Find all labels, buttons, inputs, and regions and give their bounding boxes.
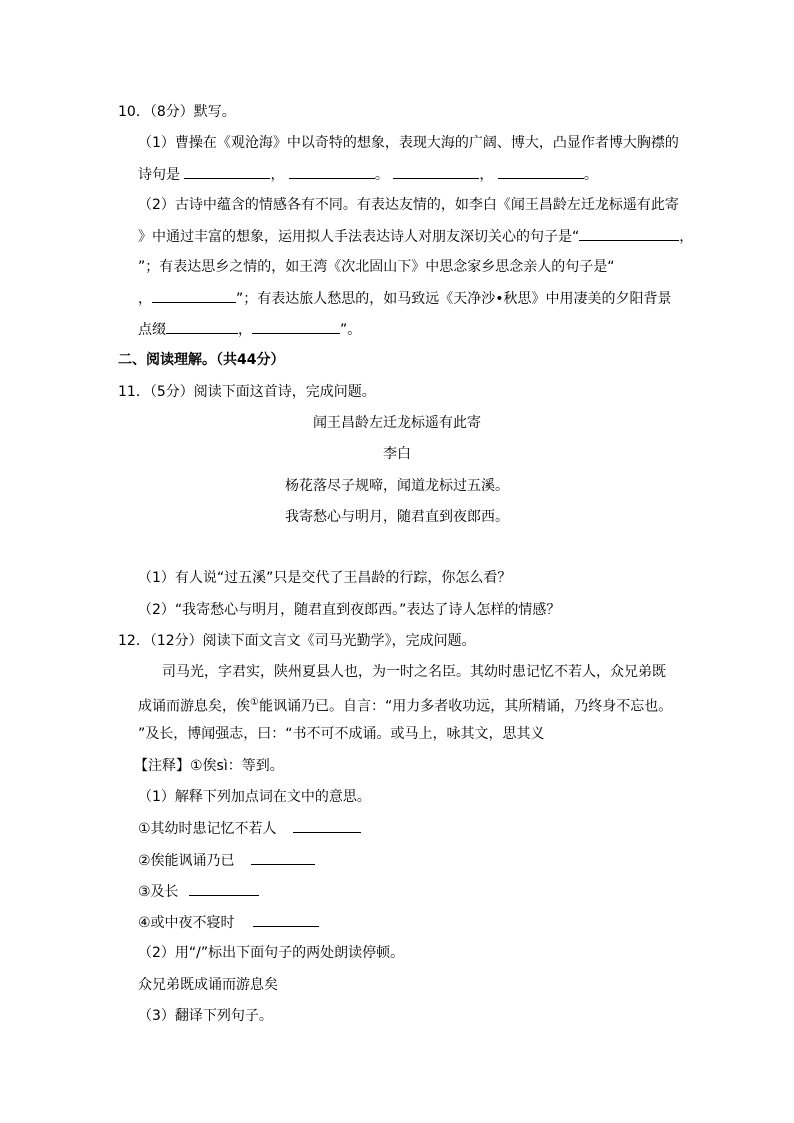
q10-part1-text-c: 。 [374, 167, 389, 183]
q10-part1-text-e: 。 [583, 167, 598, 183]
q10-heading: 10．（8分）默写。 [118, 104, 236, 120]
answer-blank[interactable] [152, 288, 236, 303]
footnote-marker: ① [250, 697, 259, 708]
q10-part1-text-a: 诗句是 [138, 167, 180, 183]
poem-author: 李白 [383, 446, 411, 462]
q12-item-2 [138, 850, 315, 871]
answer-blank[interactable] [579, 226, 679, 241]
q12-item-1 [138, 818, 361, 839]
poem-line-2: 我寄愁心与明月，随君直到夜郎西。 [285, 509, 509, 525]
answer-blank[interactable] [184, 164, 270, 179]
answer-blank[interactable] [252, 319, 340, 334]
q10-part1-text-b: ， [270, 167, 285, 183]
q10-part2-line5 [138, 319, 361, 340]
answer-blank[interactable] [253, 912, 319, 927]
item-text: ②俟能讽诵乃已 [138, 853, 235, 869]
q12-sub2: （2）用“/”标出下面句子的两处朗读停顿。 [138, 945, 405, 961]
answer-blank[interactable] [189, 881, 259, 896]
passage-line-3: ”及长，博闻强志，曰：“书不可不成诵。或马上，咏其文，思其义 [138, 726, 545, 742]
answer-blank[interactable] [251, 850, 315, 865]
q11-sub1: （1）有人说“过五溪”只是交代了王昌龄的行踪，你怎么看？ [138, 570, 512, 586]
poem-title: 闻王昌龄左迁龙标遥有此寄 [313, 415, 481, 431]
q12-sub3: （3）翻译下列句子。 [138, 1008, 273, 1024]
answer-blank[interactable] [498, 164, 584, 179]
item-text: ④或中夜不寝时 [138, 915, 235, 931]
q12-item-4 [138, 912, 319, 933]
q10-part2-line4 [138, 288, 672, 309]
q11-sub2: （2）“我寄愁心与明月，随君直到夜郎西。”表达了诗人怎样的情感？ [138, 602, 561, 618]
q12-sub2-sentence: 众兄弟既成诵而游息矣 [138, 977, 278, 993]
item-text: ③及长 [138, 884, 179, 900]
q11-heading: 11．（5分）阅读下面这首诗，完成问题。 [118, 384, 376, 400]
q10-part2-text-c: ， [138, 291, 152, 307]
item-text: ①其幼时患记忆不若人 [138, 821, 277, 837]
answer-blank[interactable] [393, 164, 479, 179]
q10-part1-text-d: ， [479, 167, 494, 183]
answer-blank[interactable] [293, 818, 361, 833]
passage-line-1: 司马光，字君实，陕州夏县人也，为一时之名臣。其幼时患记忆不若人，众兄弟既 [162, 664, 666, 680]
answer-blank[interactable] [166, 319, 238, 334]
q10-part2-text-a: 》中通过丰富的想象，运用拟人手法表达诗人对朋友深切关心的句子是“ [138, 229, 580, 245]
poem-line-1: 杨花落尽子规啼，闻道龙标过五溪。 [285, 478, 509, 494]
q12-item-3 [138, 881, 259, 902]
q10-part2-line1: （2）古诗中蕴含的情感各有不同。有表达友情的，如李白《闻王昌龄左迁龙标遥有此寄 [138, 197, 679, 213]
q10-part2-line2 [138, 226, 693, 247]
answer-blank[interactable] [289, 164, 375, 179]
passage-line-2 [138, 693, 672, 717]
passage-text-b: 能讽诵乃已。自言：“用力多者收功远，其所精诵，乃终身不忘也。 [258, 698, 673, 715]
q10-part2-text-f: ， [238, 322, 252, 338]
q12-sub1: （1）解释下列加点词在文中的意思。 [138, 789, 371, 805]
section-heading: 二、阅读理解。（共44分） [118, 352, 285, 368]
q10-part1-line1: （1）曹操在《观沧海》中以奇特的想象，表现大海的广阔、博大，凸显作者博大胸襟的 [138, 135, 679, 151]
q12-heading: 12．（12分）阅读下面文言文《司马光勤学》，完成问题。 [118, 633, 476, 649]
q10-part2-line3: ”；有表达思乡之情的，如王湾《次北固山下》中思念家乡思念亲人的句子是“ [138, 259, 615, 275]
passage-text-a: 成诵而游息矣，俟 [138, 698, 250, 715]
annotation-note: 【注释】①俟sì：等到。 [134, 758, 284, 774]
q10-part2-text-d: ”；有表达旅人愁思的，如马致远《天净沙•秋思》中用凄美的夕阳背景 [236, 291, 672, 307]
q10-part2-text-e: 点缀 [138, 322, 166, 338]
q10-part1-line2 [138, 164, 598, 185]
q10-part2-text-g: ”。 [340, 322, 362, 338]
q10-part2-text-b: ， [679, 229, 694, 245]
